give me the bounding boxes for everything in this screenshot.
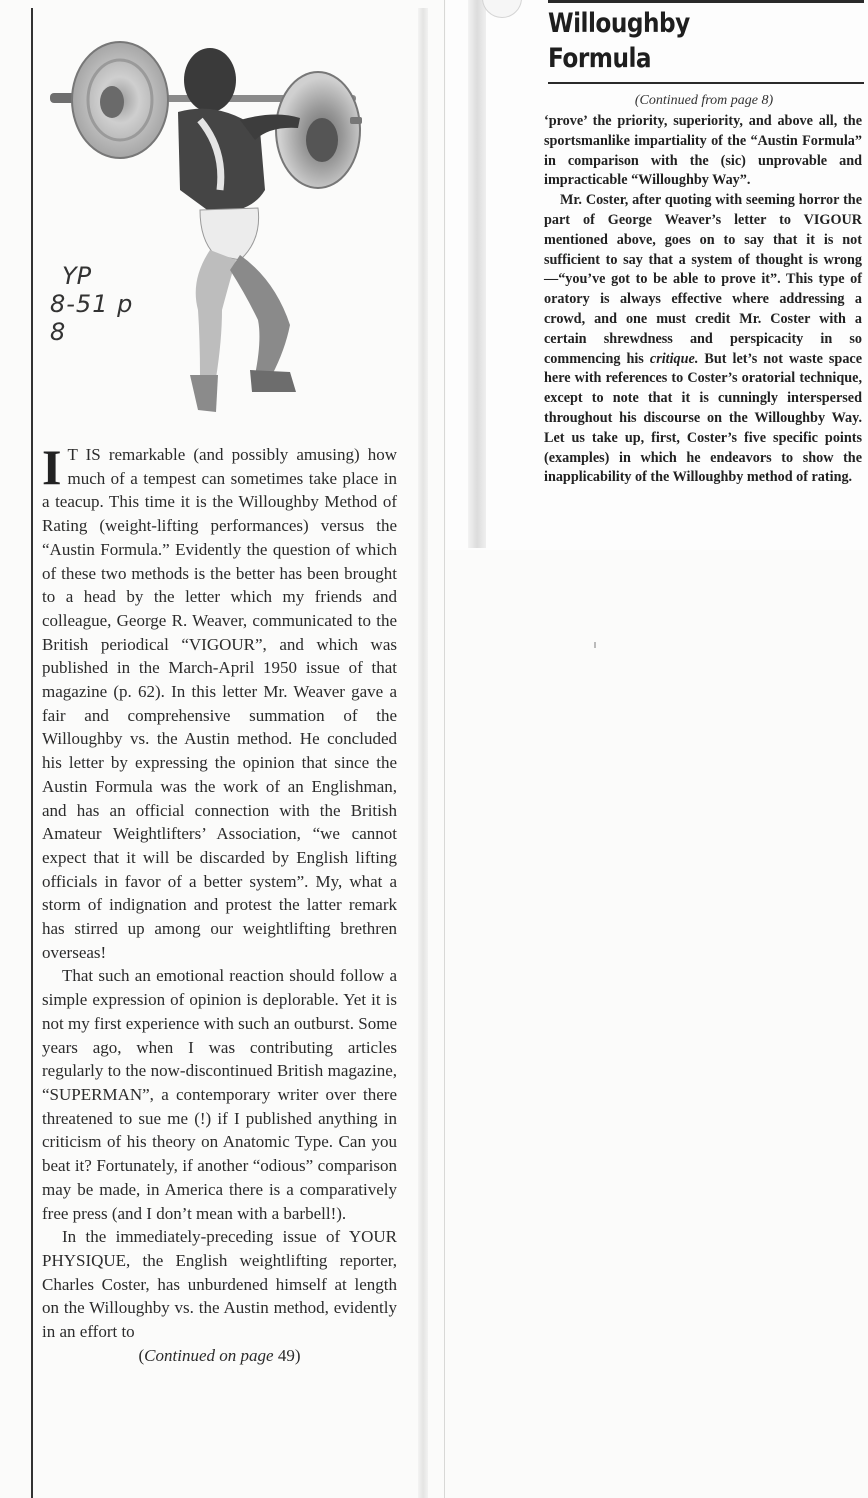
handwritten-note-line: YP [62,262,92,290]
barbell-collar-right [350,117,362,124]
continued-on-page: 49 [277,1345,295,1365]
article-body-right [544,112,862,488]
emphasis-critique: critique. [649,350,699,367]
article-paragraph: ‘prove’ the priority, superiority, and above all, the sportsmanlike impartiality of the “Austin Formula” in comparison with the (sic) unprovable and impracticable “Willoughby Way”. [544,113,862,189]
left-column-rule [31,8,33,1498]
article-paragraph [544,191,862,488]
paragraph-text: T IS remarkable (and possibly amusing) how much of a tempest can sometimes take place in a teacup. This time it is the Willoughby Method of Rating (weight-lifting performances) versus the “Austin Formula.” Evidently the question of which of these two methods is the better has been brought to a head by the letter which my friends and colleague, George R. Weaver, communicated to the British periodical “VIGOUR”, and which was published in the March-April 1950 issue of that magazine (p. 62). In this letter Mr. Weaver gave a fair and comprehensive summation of the Willoughby vs. the Austin method. He concluded his letter by expressing the opinion that since the Austin Formula was the work of an Englishman, and has an official connection with the British Amateur Weightlifters’ Association, “we cannot expect that it will be discarded by English lifting officials in favor of a better system”. My, what a storm of indignation and protest the latter remark has stirred up among our weightlifting brethren overseas! [42,445,397,962]
drop-cap: I [42,439,62,495]
continued-on-label: Continued on page [144,1345,274,1365]
left-article [42,439,397,1368]
continued-on-note: (Continued on page 49) [138,1345,301,1365]
scan-speck [594,642,596,648]
right-article [544,0,864,488]
article-paragraph [42,439,397,964]
article-headline [548,6,820,76]
headline-top-rule [548,0,864,3]
lifter-shoe-right [250,370,296,392]
headline-line: Willoughby [548,8,690,39]
right-clipping-shadow [468,0,486,548]
headline-line: Formula [548,43,652,74]
page-fold-line [444,0,445,1498]
article-paragraph: In the immediately-preceding issue of YOUR PHYSIQUE, the English weightlifting reporter, Charles Coster, has unburdened himself at length on the Willoughby vs. the Austin method, evidently in an effort to [42,1227,397,1342]
lifter-leg-left [196,250,236,378]
handwritten-note [50,262,150,372]
lifter-head [184,48,236,112]
paragraph-text: Mr. Coster, after quoting with seeming horror the part of George Weaver’s letter to VIGOUR mentioned above, goes on to say that it is not sufficient to say that a system of thought is wrong—“you’ve got to be able to prove it”. This type of oratory is always effective where addressing a crowd, and one must credit Mr. Coster with a certain shrewdness and perspicacity in so commencing his [544,192,862,367]
plate-hub [306,118,338,162]
article-body-left [42,439,397,1344]
lifter-shoe-left [190,375,218,412]
article-paragraph: That such an emotional reaction should follow a simple expression of opinion is deplorable. Yet it is not my first experience with such an outburst. Some years ago, when I was contributing articles regularly to the now-discontinued British magazine, “SUPERMAN”, a contemporary writer over there threatened to sue me (!) if I published anything in criticism of his theory on Anatomic Type. Can you beat it? Fortunately, if another “odious” comparison may be made, in America there is a comparatively free press (and I don’t mean with a barbell!). [42,966,397,1223]
scan-shadow [418,8,428,1498]
headline-bottom-rule [548,82,864,84]
handwritten-note-line: 8-51 p 8 [50,290,134,346]
plate-hub [100,86,124,118]
continued-from-note: (Continued from page 8) [634,93,774,108]
lifter-leg-right [230,255,290,375]
paragraph-text: But let’s not waste space here with references to Coster’s oratorial technique, except to note that it is cunningly interspersed throughout his discourse on the Willoughby Way. Let us take up, first, Coster’s five specific points (examples) in which he endeavors to show the inapplicability of the Willoughby method of rating. [544,350,863,486]
